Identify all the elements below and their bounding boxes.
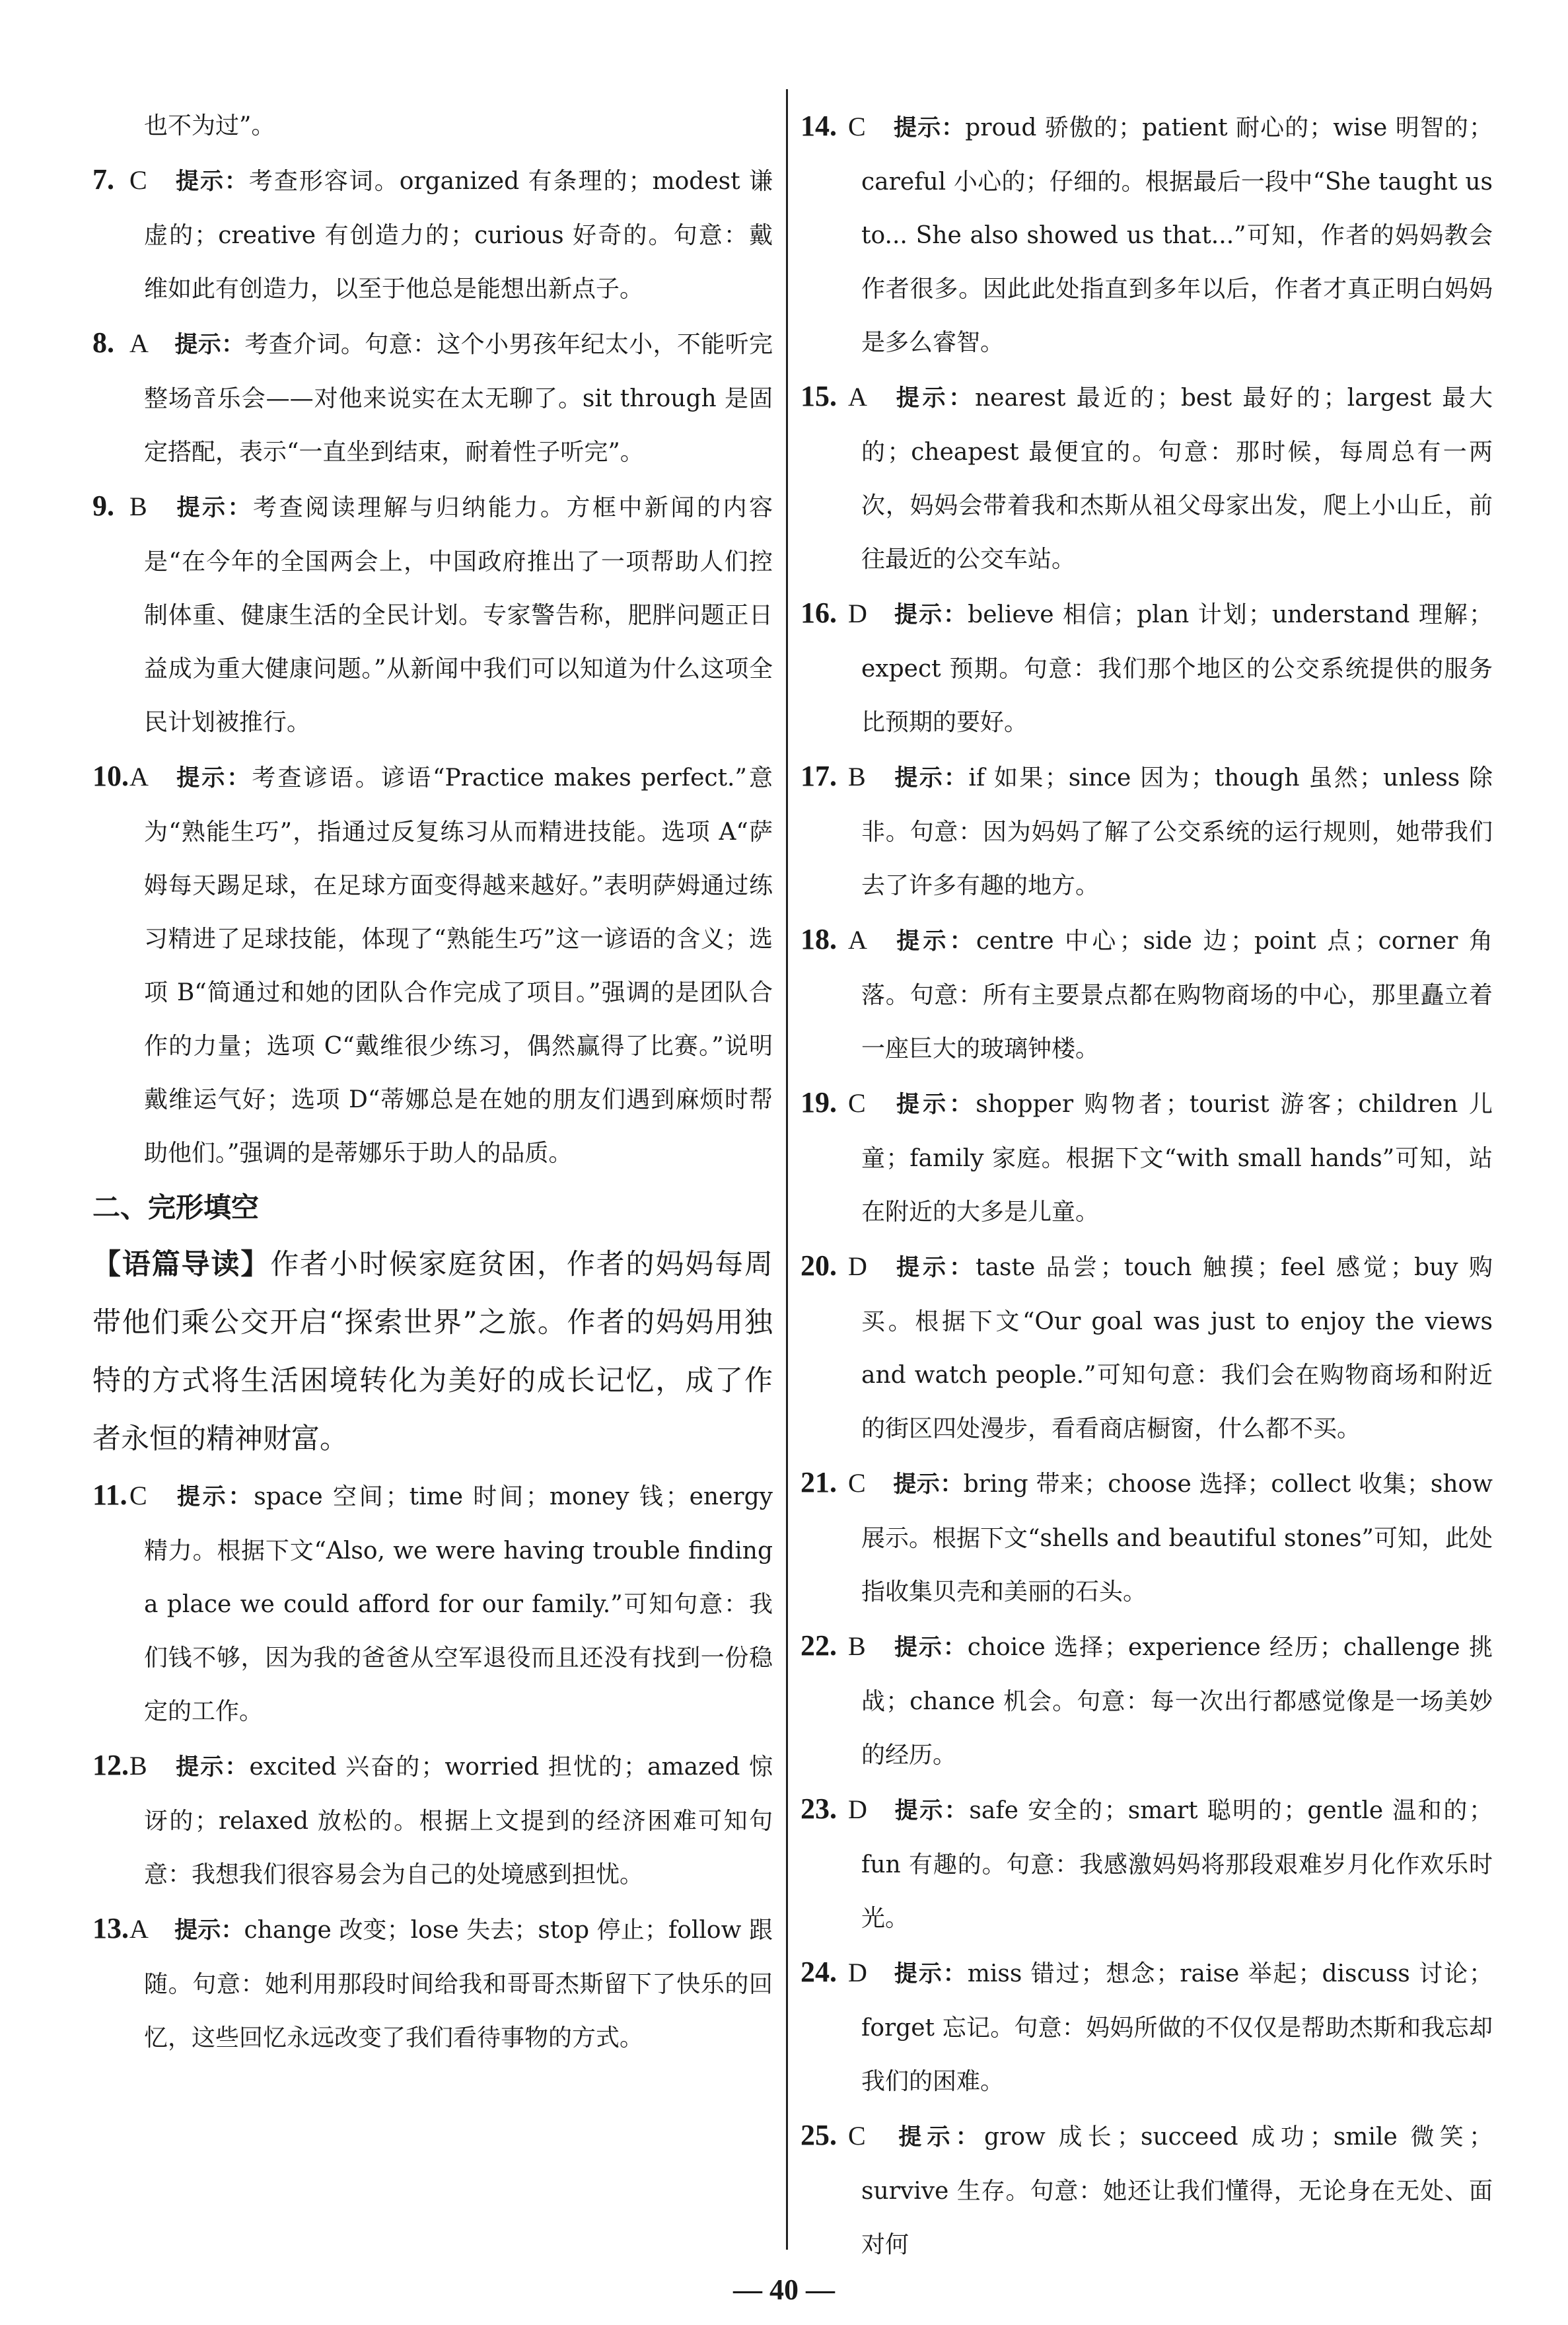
answer-letter: B	[848, 762, 866, 792]
tip-label: 提示：	[893, 765, 969, 792]
question-number: 21.	[801, 1466, 837, 1498]
explanation-text: shopper 购物者；tourist 游客；children 儿童；family 家庭。根据下文“with small hands”可知，站在附近的大多是儿童。	[861, 1091, 1493, 1226]
explanation-text: grow 成长；succeed 成功；smile 微笑；survive 生存。句意：她还让我们懂得，无论身在无处、面对何	[861, 2123, 1493, 2258]
explanation-text: proud 骄傲的；patient 耐心的；wise 明智的；careful 小心的；仔细的。根据最后一段中“She taught us to... She also showed us that...”可知，作者的妈妈教会作者很多。因此此处指直到多年以后，作者才真正明白妈妈是多么睿智。	[861, 114, 1493, 356]
tip-label: 提示：	[174, 168, 249, 195]
tip-label: 提示：	[893, 115, 966, 141]
tip-label: 提示：	[174, 1754, 250, 1781]
answer-letter: C	[129, 1481, 147, 1510]
answer-item	[92, 1901, 773, 2065]
answer-item	[92, 1738, 773, 1901]
answer-letter: D	[848, 1958, 867, 1987]
answer-item	[801, 1619, 1493, 1782]
answer-item	[801, 749, 1493, 912]
question-number: 14.	[801, 110, 837, 142]
answer-item	[801, 1076, 1493, 1239]
answer-letter: C	[848, 1468, 866, 1498]
explanation-text: 考查阅读理解与归纳能力。方框中新闻的内容是“在今年的全国两会上，中国政府推出了一项帮助人们控制体重、健康生活的全民计划。专家警告称，肥胖问题正日益成为重大健康问题。”从新闻中我们可以知道为什么这项全民计划被推行。	[144, 494, 773, 736]
explanation-text: miss 错过；想念；raise 举起；discuss 讨论；forget 忘记。句意：妈妈所做的不仅仅是帮助杰斯和我忘却我们的困难。	[861, 1960, 1493, 2095]
question-number: 8.	[92, 326, 114, 359]
answer-item	[92, 153, 773, 316]
question-number: 10.	[92, 760, 129, 792]
tip-label: 提示：	[893, 1255, 976, 1281]
answer-letter: D	[848, 1794, 867, 1824]
explanation-text: change 改变；lose 失去；stop 停止；follow 跟随。句意：她利用那段时间给我和哥哥杰斯留下了快乐的回忆，这些回忆永远改变了我们看待事物的方式。	[144, 1917, 773, 2051]
answer-letter: C	[848, 2121, 866, 2151]
question-number: 18.	[801, 923, 837, 955]
answer-item	[801, 912, 1493, 1076]
explanation-text: excited 兴奋的；worried 担忧的；amazed 惊讶的；relaxed 放松的。根据上文提到的经济困难可知句意：我想我们很容易会为自己的处境感到担忧。	[144, 1753, 773, 1888]
answer-item	[801, 2108, 1493, 2271]
answer-letter: A	[848, 925, 867, 955]
explanation-text: 考查形容词。organized 有条理的；modest 谦虚的；creative 有创造力的；curious 好奇的。句意：戴维如此有创造力，以至于他总是能想出新点子。	[144, 168, 773, 303]
answer-letter: A	[129, 1914, 149, 1944]
answer-item	[92, 1468, 773, 1738]
column-divider	[786, 89, 788, 2250]
question-number: 17.	[801, 760, 837, 792]
explanation-text: 考查谚语。谚语“Practice makes perfect.”意为“熟能生巧”，指通过反复练习从而精进技能。选项 A“萨姆每天踢足球，在足球方面变得越来越好。”表明萨姆通过练习精进了足球技能，体现了“熟能生巧”这一谚语的含义；选项 B“简通过和她的团队合作完成了项目。”强调的是团队合作的力量；选项 C“戴维很少练习，偶然赢得了比赛。”说明戴维运气好；选项 D“蒂娜总是在她的朋友们遇到麻烦时帮助他们。”强调的是蒂娜乐于助人的品质。	[144, 764, 773, 1167]
tip-label: 提示：	[893, 1471, 964, 1498]
tip-label: 提示：	[893, 1635, 968, 1661]
tip-label: 提示：	[893, 928, 976, 955]
answer-item	[801, 1782, 1493, 1945]
question-number: 22.	[801, 1629, 837, 1662]
answer-item	[92, 749, 773, 1180]
section-heading: 二、完形填空	[92, 1191, 260, 1224]
answer-letter: D	[848, 599, 867, 628]
answer-letter: A	[129, 328, 149, 358]
tip-label: 提示：	[893, 385, 975, 412]
left-column	[92, 99, 773, 2065]
question-number: 23.	[801, 1792, 837, 1825]
answer-item	[801, 1239, 1493, 1456]
answer-letter: C	[129, 165, 147, 195]
question-number: 15.	[801, 380, 837, 412]
question-number: 7.	[92, 163, 114, 196]
answer-letter: C	[848, 112, 866, 141]
answer-item	[801, 99, 1493, 369]
explanation-text: taste 品尝；touch 触摸；feel 感觉；buy 购买。根据下文“Our goal was just to enjoy the views and watch people.”可知句意：我们会在购物商场和附近的街区四处漫步，看看商店橱窗，什么都不买。	[861, 1254, 1493, 1442]
tip-label: 提示：	[893, 1961, 968, 1987]
question-number: 16.	[801, 597, 837, 629]
explanation-text: believe 相信；plan 计划；understand 理解；expect 预期。句意：我们那个地区的公交系统提供的服务比预期的要好。	[861, 601, 1493, 736]
explanation-text: space 空间；time 时间；money 钱；energy 精力。根据下文“Also, we were having trouble finding a place we could afford for our family.”可知句意：我们钱不够，因为我的爸爸从空军退役而且还没有找到一份稳定的工作。	[144, 1483, 773, 1725]
answer-item	[801, 1945, 1493, 2108]
question-number: 13.	[92, 1912, 129, 1944]
question-number: 12.	[92, 1749, 129, 1781]
guide-text: 作者小时候家庭贫困，作者的妈妈每周带他们乘公交开启“探索世界”之旅。作者的妈妈用独特的方式将生活困境转化为美好的成长记忆，成了作者永恒的精神财富。	[92, 1248, 773, 1456]
answer-letter: C	[848, 1088, 866, 1118]
question-number: 25.	[801, 2119, 837, 2151]
guide-label: 【语篇导读】	[92, 1248, 271, 1281]
tip-label: 提示：	[893, 2124, 985, 2151]
answer-item	[801, 586, 1493, 749]
tip-label: 提示：	[174, 1484, 254, 1510]
tip-label: 提示：	[893, 602, 968, 628]
explanation-text: if 如果；since 因为；though 虽然；unless 除非。句意：因为妈妈了解了公交系统的运行规则，她带我们去了许多有趣的地方。	[861, 764, 1493, 899]
question-number: 19.	[801, 1086, 837, 1119]
reading-guide	[92, 1236, 773, 1468]
question-number: 20.	[801, 1249, 837, 1282]
answer-letter: B	[848, 1631, 866, 1661]
explanation-text: centre 中心；side 边；point 点；corner 角落。句意：所有主要景点都在购物商场的中心，那里矗立着一座巨大的玻璃钟楼。	[861, 928, 1493, 1062]
right-column	[801, 99, 1493, 2271]
tip-label: 提示：	[174, 332, 245, 358]
question-number: 9.	[92, 490, 114, 522]
tip-label: 提示：	[174, 495, 254, 521]
continuation-text: 也不为过”。	[144, 112, 275, 139]
question-number: 11.	[92, 1479, 127, 1511]
answer-letter: A	[848, 382, 867, 412]
answer-letter: B	[129, 1751, 147, 1781]
answer-letter: D	[848, 1251, 867, 1281]
question-number: 24.	[801, 1956, 837, 1988]
answer-letter: A	[129, 762, 149, 792]
tip-label: 提示：	[893, 1798, 970, 1824]
explanation-text: 考查介词。句意：这个小男孩年纪太小，不能听完整场音乐会——对他来说实在太无聊了。sit through 是固定搭配，表示“一直坐到结束，耐着性子听完”。	[144, 331, 773, 466]
answer-item	[92, 479, 773, 749]
tip-label: 提示：	[174, 765, 252, 792]
answer-letter: B	[129, 492, 147, 521]
answer-item	[801, 1456, 1493, 1619]
explanation-text: nearest 最近的；best 最好的；largest 最大的；cheapest 最便宜的。句意：那时候，每周总有一两次，妈妈会带着我和杰斯从祖父母家出发，爬上小山丘，前往最近的公交车站。	[861, 385, 1493, 573]
explanation-text: bring 带来；choose 选择；collect 收集；show 展示。根据下文“shells and beautiful stones”可知，此处指收集贝壳和美丽的石头。	[861, 1471, 1493, 1605]
explanation-text: safe 安全的；smart 聪明的；gentle 温和的；fun 有趣的。句意：我感激妈妈将那段艰难岁月化作欢乐时光。	[861, 1797, 1493, 1932]
answer-item	[92, 316, 773, 479]
page-number: — 40 —	[733, 2273, 835, 2306]
explanation-text: choice 选择；experience 经历；challenge 挑战；chance 机会。句意：每一次出行都感觉像是一场美妙的经历。	[861, 1634, 1493, 1769]
tip-label: 提示：	[174, 1917, 244, 1944]
answer-item	[801, 369, 1493, 586]
tip-label: 提示：	[893, 1091, 976, 1118]
